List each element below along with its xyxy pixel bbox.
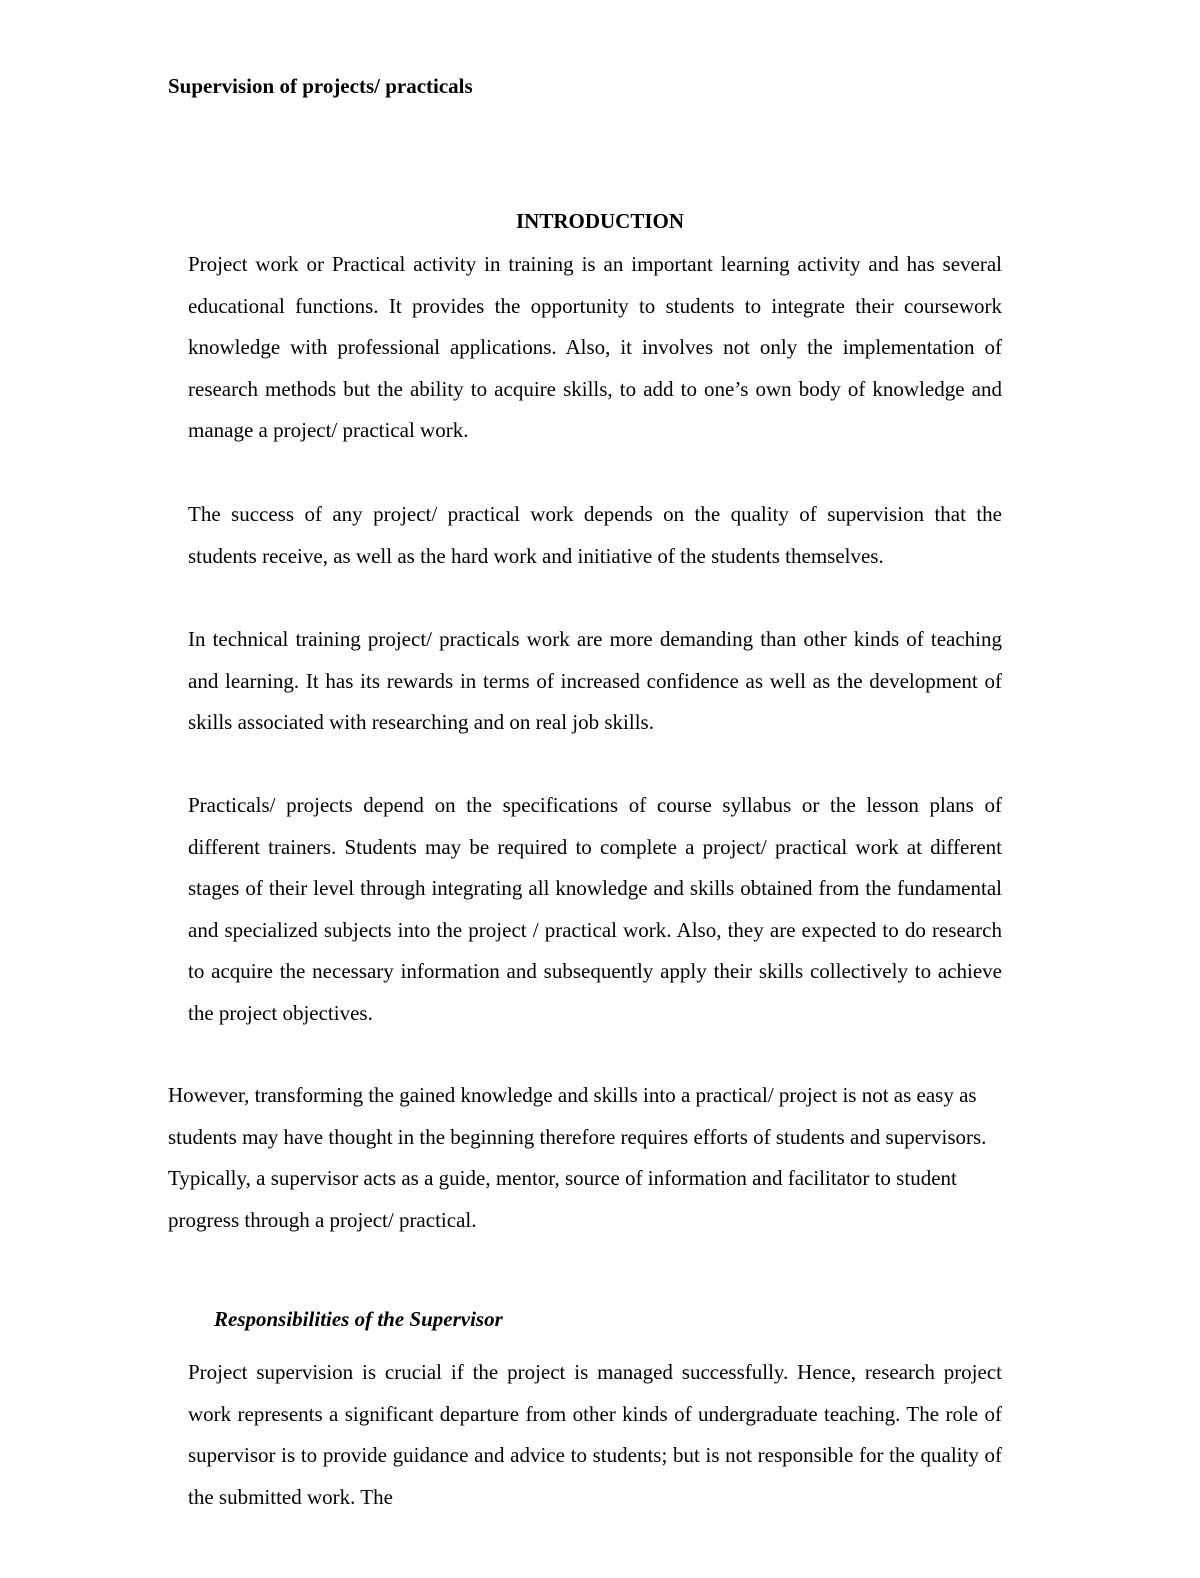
paragraph-project-work: Project work or Practical activity in training is an important learning activity and has several educational functions. It provides the opportunity to students to integrate their coursework knowledge with professional applications. Also, it involves not only the implementation of research methods but the ability to acquire skills, to add to one’s own body of knowledge and manage a project/ practical work. — [188, 252, 1002, 443]
paragraph-responsibilities: Project supervision is crucial if the project is managed successfully. Hence, research project work represents a significant departure from other kinds of undergraduate teaching. The role of supervisor is to provide guidance and advice to students; but is not responsible for the quality of the submitted work. The — [188, 1360, 1002, 1509]
paragraph-success: The success of any project/ practical work depends on the quality of supervision that the students receive, as well as the hard work and initiative of the students themselves. — [188, 502, 1002, 568]
paragraph-practicals-projects: Practicals/ projects depend on the specifications of course syllabus or the lesson plans of different trainers. Students may be required to complete a project/ practical work at different stages of their level through integrating all knowledge and skills obtained from the fundamental and specialized subjects into the project / practical work. Also, they are expected to do research to acquire the necessary information and subsequently apply their skills collectively to achieve the project objectives. — [188, 793, 1002, 1025]
section-heading-introduction: INTRODUCTION — [515, 209, 685, 233]
subheading-responsibilities: Responsibilities of the Supervisor — [214, 1307, 503, 1331]
document-title: Supervision of projects/ practicals — [168, 74, 473, 98]
paragraph-however: However, transforming the gained knowledge and skills into a practical/ project is not as easy as students may have thought in the beginning therefore requires efforts of students and supervisors. Typically, a supervisor acts as a guide, mentor, source of information and facilitator to student progress through a project/ practical. — [168, 1083, 987, 1232]
paragraph-technical-training: In technical training project/ practicals work are more demanding than other kinds of teaching and learning. It has its rewards in terms of increased confidence as well as the development of skills associated with researching and on real job skills. — [188, 627, 1002, 735]
